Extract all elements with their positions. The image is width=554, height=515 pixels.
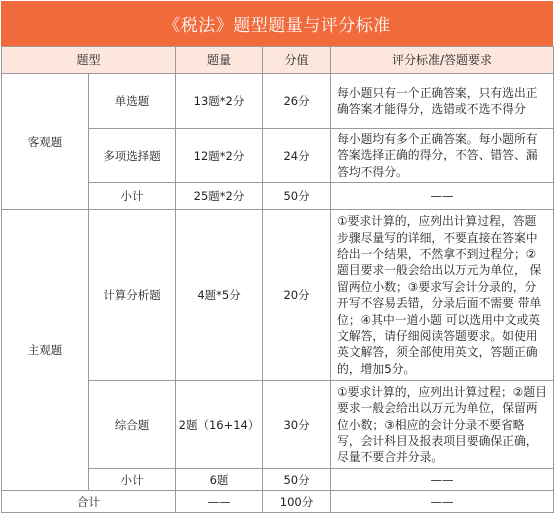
question-type: 单选题	[89, 74, 176, 129]
quantity-cell: ——	[176, 491, 263, 513]
quantity-cell: 4题*5分	[176, 210, 263, 381]
quantity-cell: 12题*2分	[176, 129, 263, 183]
criteria-cell: 每小题均有多个正确答案。每小题所有答案选择正确的得分，不答、错答、漏答均不得分。	[331, 129, 554, 183]
subtotal-label: 小计	[89, 469, 176, 491]
header-row	[2, 47, 554, 74]
criteria-cell: ——	[331, 491, 554, 513]
score-table	[1, 46, 554, 513]
question-type: 多项选择题	[89, 129, 176, 183]
criteria-cell: ——	[331, 469, 554, 491]
criteria-cell: ①要求计算的，应列出计算过程；②题目要求一般会给出以万元为单位，保留两位小数；③相应的会计分录不要省略写，会计科目及报表项目要确保正确，尽量不要合并分录。	[331, 381, 554, 469]
quantity-cell: 2题（16+14）	[176, 381, 263, 469]
score-cell: 20分	[263, 210, 331, 381]
score-cell: 26分	[263, 74, 331, 129]
quantity-cell: 25题*2分	[176, 183, 263, 210]
question-type: 综合题	[89, 381, 176, 469]
header-quantity: 题量	[176, 47, 263, 74]
group-label-subjective: 主观题	[2, 210, 89, 491]
score-cell: 24分	[263, 129, 331, 183]
header-score: 分值	[263, 47, 331, 74]
subtotal-label: 小计	[89, 183, 176, 210]
score-cell: 50分	[263, 183, 331, 210]
question-type: 计算分析题	[89, 210, 176, 381]
total-row	[2, 491, 554, 513]
header-criteria: 评分标准/答题要求	[331, 47, 554, 74]
table-row	[2, 210, 554, 381]
score-cell: 30分	[263, 381, 331, 469]
quantity-cell: 13题*2分	[176, 74, 263, 129]
score-cell: 50分	[263, 469, 331, 491]
score-cell: 100分	[263, 491, 331, 513]
criteria-cell: 每小题只有一个正确答案，只有选出正确答案才能得分，选错或不选不得分	[331, 74, 554, 129]
criteria-cell: ——	[331, 183, 554, 210]
header-type: 题型	[2, 47, 176, 74]
total-label: 合计	[2, 491, 176, 513]
criteria-cell: ①要求计算的，应列出计算过程，答题步骤尽量写的详细，不要直接在答案中给出一个结果，不然拿不到过程分；②题目要求一般会给出以万元为单位， 保留两位小数；③要求写会计分录的，分开写不容易丢错，分录后面不需要 带单位；④其中一道小题 可以选用中文或英文解答，请仔细阅读答题要求。如使用英文解答，须全部使用英文，答题正确的，增加5分。	[331, 210, 554, 381]
table-title: 《税法》题型题量与评分标准	[1, 1, 553, 46]
group-label-objective: 客观题	[2, 74, 89, 210]
table-row	[2, 74, 554, 129]
score-table-card	[1, 1, 553, 513]
quantity-cell: 6题	[176, 469, 263, 491]
